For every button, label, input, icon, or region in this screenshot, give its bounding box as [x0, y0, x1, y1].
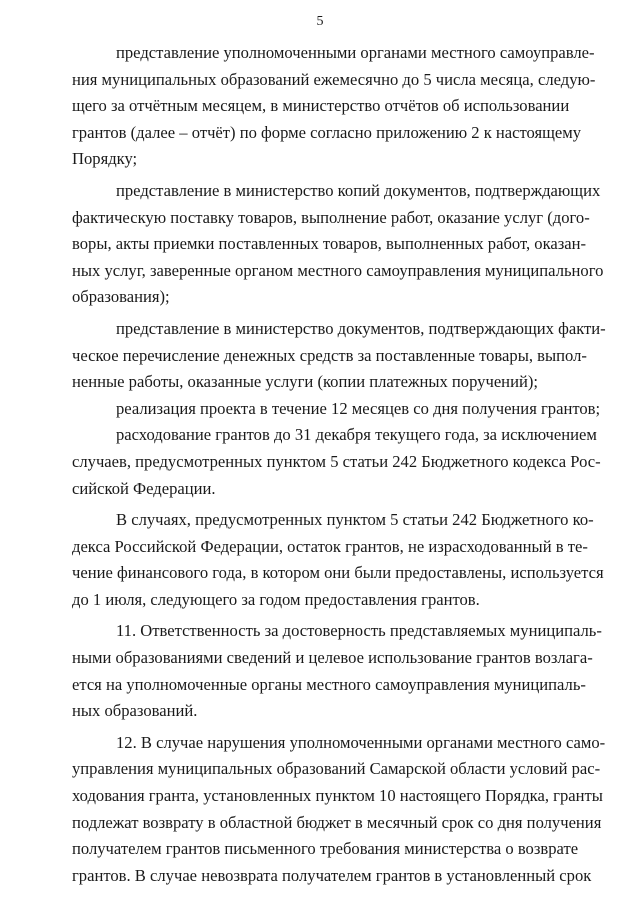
text-line: чение финансового года, в котором они были предоставлены, используется	[72, 563, 604, 583]
text-line: сийской Федерации.	[72, 478, 216, 498]
text-line: образования);	[72, 287, 170, 307]
text-line: ческое перечисление денежных средств за поставленные товары, выпол-	[72, 345, 587, 365]
page-number: 5	[316, 14, 324, 29]
text-line: ненные работы, оказанные услуги (копии платежных поручений);	[72, 372, 538, 392]
text-line: В случаях, предусмотренных пунктом 5 статьи 242 Бюджетного ко-	[116, 510, 594, 530]
text-line: ных услуг, заверенные органом местного самоуправления муниципального	[72, 260, 604, 280]
text-line: ния муниципальных образований ежемесячно до 5 числа месяца, следую-	[72, 69, 596, 89]
text-line: представление в министерство документов, подтверждающих факти-	[116, 318, 606, 338]
text-line: управления муниципальных образований Самарской области условий рас-	[72, 759, 601, 779]
text-line: грантов (далее – отчёт) по форме согласно приложению 2 к настоящему	[72, 122, 582, 142]
text-line: реализация проекта в течение 12 месяцев со дня получения грантов;	[116, 398, 601, 418]
text-line: ными образованиями сведений и целевое использование грантов возлага-	[72, 648, 593, 668]
text-line: расходование грантов до 31 декабря текущего года, за исключением	[116, 425, 597, 445]
text-line: грантов. В случае невозврата получателем грантов в установленный срок	[72, 865, 592, 885]
text-line: щего за отчётным месяцем, в министерство отчётов об использовании	[72, 96, 570, 116]
text-line: представление уполномоченными органами местного самоуправле-	[116, 43, 595, 62]
text-line: Порядку;	[72, 149, 138, 169]
text-line: 12. В случае нарушения уполномоченными органами местного само-	[116, 732, 606, 752]
text-line: воры, акты приемки поставленных товаров, выполненных работ, оказан-	[72, 234, 587, 254]
document-body	[72, 40, 606, 889]
text-line: ных образований.	[72, 701, 198, 721]
text-line: подлежат возврату в областной бюджет в месячный срок со дня получения	[72, 812, 602, 832]
text-line: фактическую поставку товаров, выполнение работ, оказание услуг (дого-	[72, 207, 590, 227]
text-line: ется на уполномоченные органы местного самоуправления муниципаль-	[72, 674, 586, 694]
text-line: представление в министерство копий документов, подтверждающих	[116, 180, 601, 200]
text-line: до 1 июля, следующего за годом предоставления грантов.	[72, 589, 480, 609]
text-line: случаев, предусмотренных пунктом 5 статьи 242 Бюджетного кодекса Рос-	[72, 451, 601, 471]
text-line: получателем грантов письменного требования министерства о возврате	[72, 839, 579, 859]
text-line: ходования гранта, установленных пунктом 10 настоящего Порядка, гранты	[72, 786, 603, 806]
text-line: декса Российской Федерации, остаток грантов, не израсходованный в те-	[72, 536, 588, 556]
text-line: 11. Ответственность за достоверность представляемых муниципаль-	[116, 621, 602, 641]
